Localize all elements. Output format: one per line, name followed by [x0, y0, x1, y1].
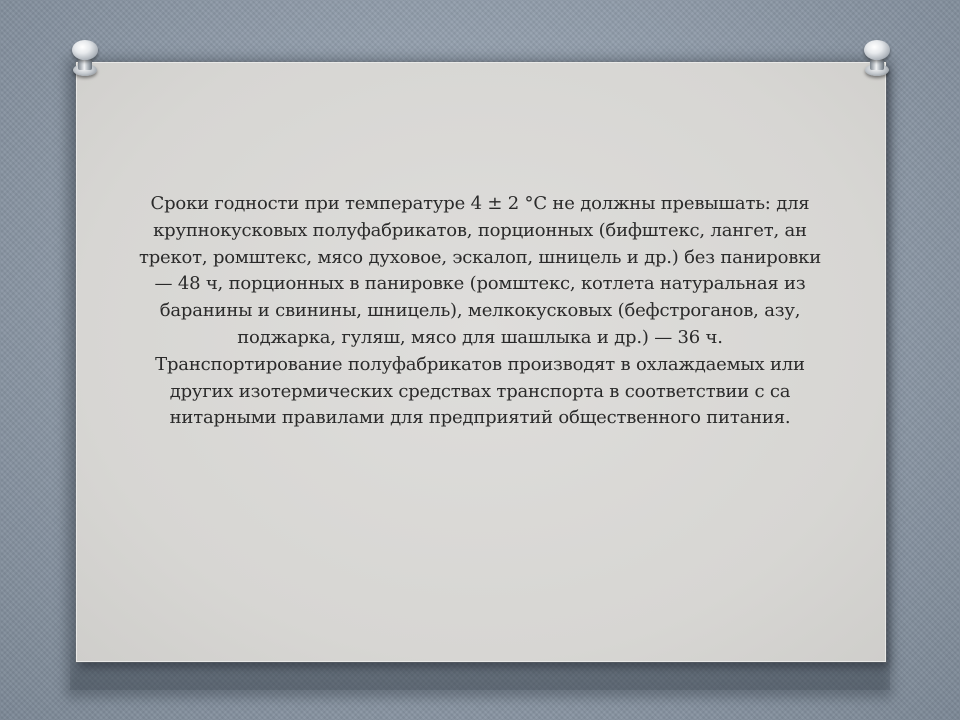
body-text-line: крупнокусковых полуфабрикатов, порционных (бифштекс, лангет, ан: [153, 219, 807, 241]
pushpin-right-icon: [862, 40, 892, 76]
body-text-line: поджарка, гуляш, мясо для шашлыка и др.) — 36 ч.: [237, 326, 723, 348]
body-text-line: Сроки годности при температуре 4 ± 2 °С не должны превышать: для: [150, 193, 810, 214]
body-text-line: баранины и свинины, шницель), мелкокусковых (бефстроганов, азу,: [159, 300, 801, 322]
body-text-line: Транспортирование полуфабрикатов производят в охлаждаемых или: [155, 353, 805, 375]
slide-body-text: [130, 191, 830, 432]
body-text-line: других изотермических средствах транспорта в соответствии с са: [169, 380, 791, 402]
pushpin-head: [864, 40, 890, 60]
body-text-line: нитарными правилами для предприятий общественного питания.: [169, 407, 791, 429]
pushpin-left-icon: [70, 40, 100, 76]
body-text-line: — 48 ч, порционных в панировке (ромштекс, котлета натуральная из: [154, 273, 806, 295]
pushpin-head: [72, 40, 98, 60]
body-text-line: трекот, ромштекс, мясо духовое, эскалоп, шницель и др.) без панировки: [138, 246, 822, 268]
